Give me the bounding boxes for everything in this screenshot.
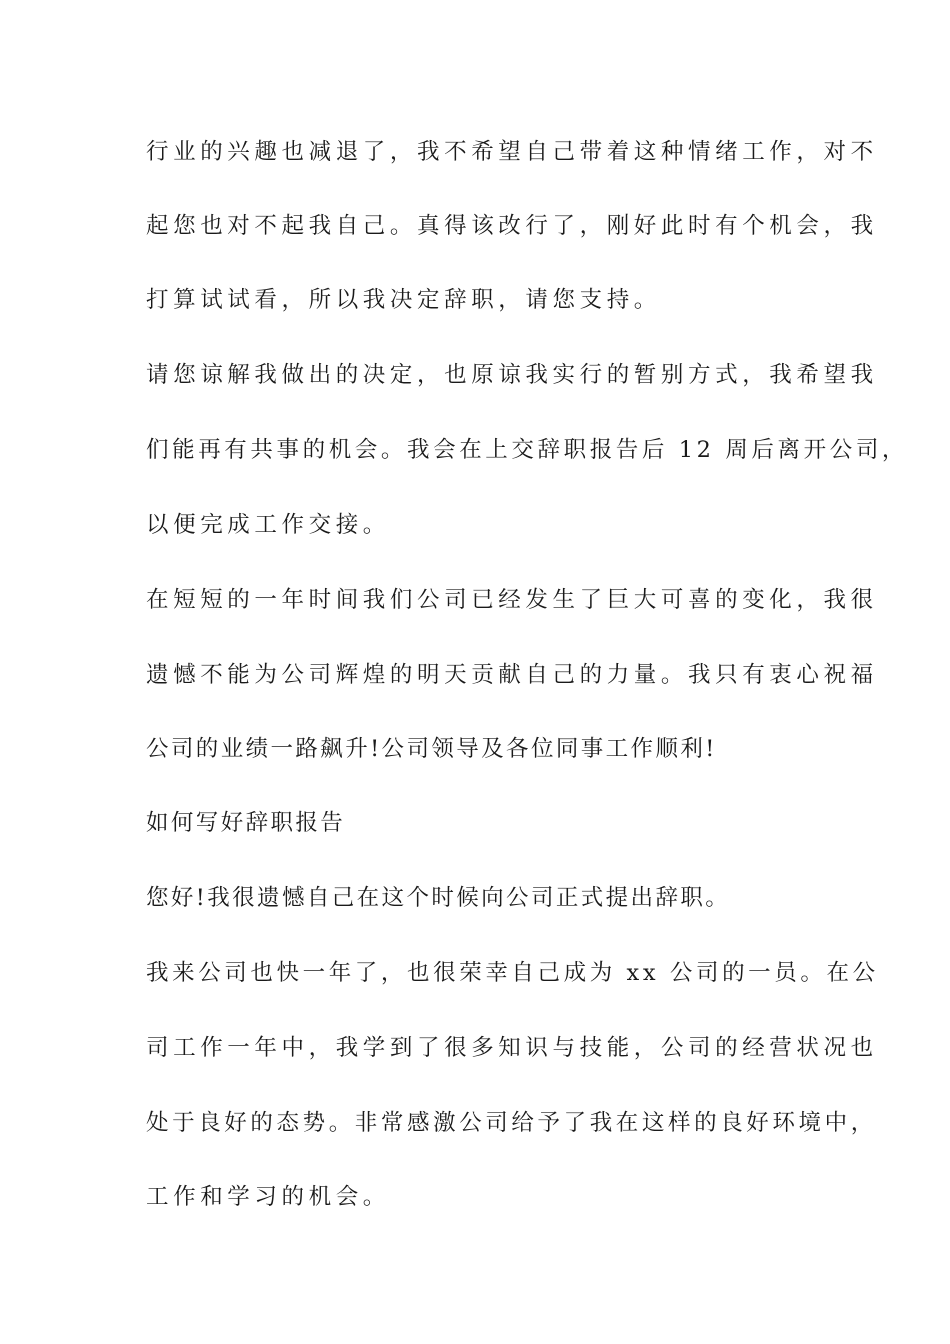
paragraph-line: 遗憾不能为公司辉煌的明天贡献自己的力量。我只有衷心祝福 (146, 662, 878, 688)
paragraph-line: 请您谅解我做出的决定，也原谅我实行的暂别方式，我希望我 (146, 362, 878, 388)
paragraph-line: 我来公司也快一年了，也很荣幸自己成为 xx 公司的一员。在公 (146, 960, 879, 986)
paragraph-line: 起您也对不起我自己。真得该改行了，刚好此时有个机会，我 (146, 213, 878, 239)
paragraph-line: 在短短的一年时间我们公司已经发生了巨大可喜的变化，我很 (146, 587, 878, 613)
paragraph-line: 处于良好的态势。非常感激公司给予了我在这样的良好环境中， (146, 1110, 877, 1136)
paragraph-line: 公司的业绩一路飙升!公司领导及各位同事工作顺利! (146, 736, 717, 762)
section-heading: 如何写好辞职报告 (146, 810, 346, 836)
paragraph-line: 司工作一年中，我学到了很多知识与技能，公司的经营状况也 (146, 1035, 878, 1061)
paragraph-line: 您好!我很遗憾自己在这个时候向公司正式提出辞职。 (146, 885, 731, 911)
paragraph-line: 打算试试看，所以我决定辞职，请您支持。 (146, 287, 661, 313)
paragraph-line: 们能再有共事的机会。我会在上交辞职报告后 12 周后离开公司， (146, 437, 909, 463)
paragraph-line: 工作和学习的机会。 (146, 1184, 390, 1210)
paragraph-line: 行业的兴趣也减退了，我不希望自己带着这种情绪工作，对不 (146, 139, 878, 165)
paragraph-line: 以便完成工作交接。 (146, 512, 390, 538)
